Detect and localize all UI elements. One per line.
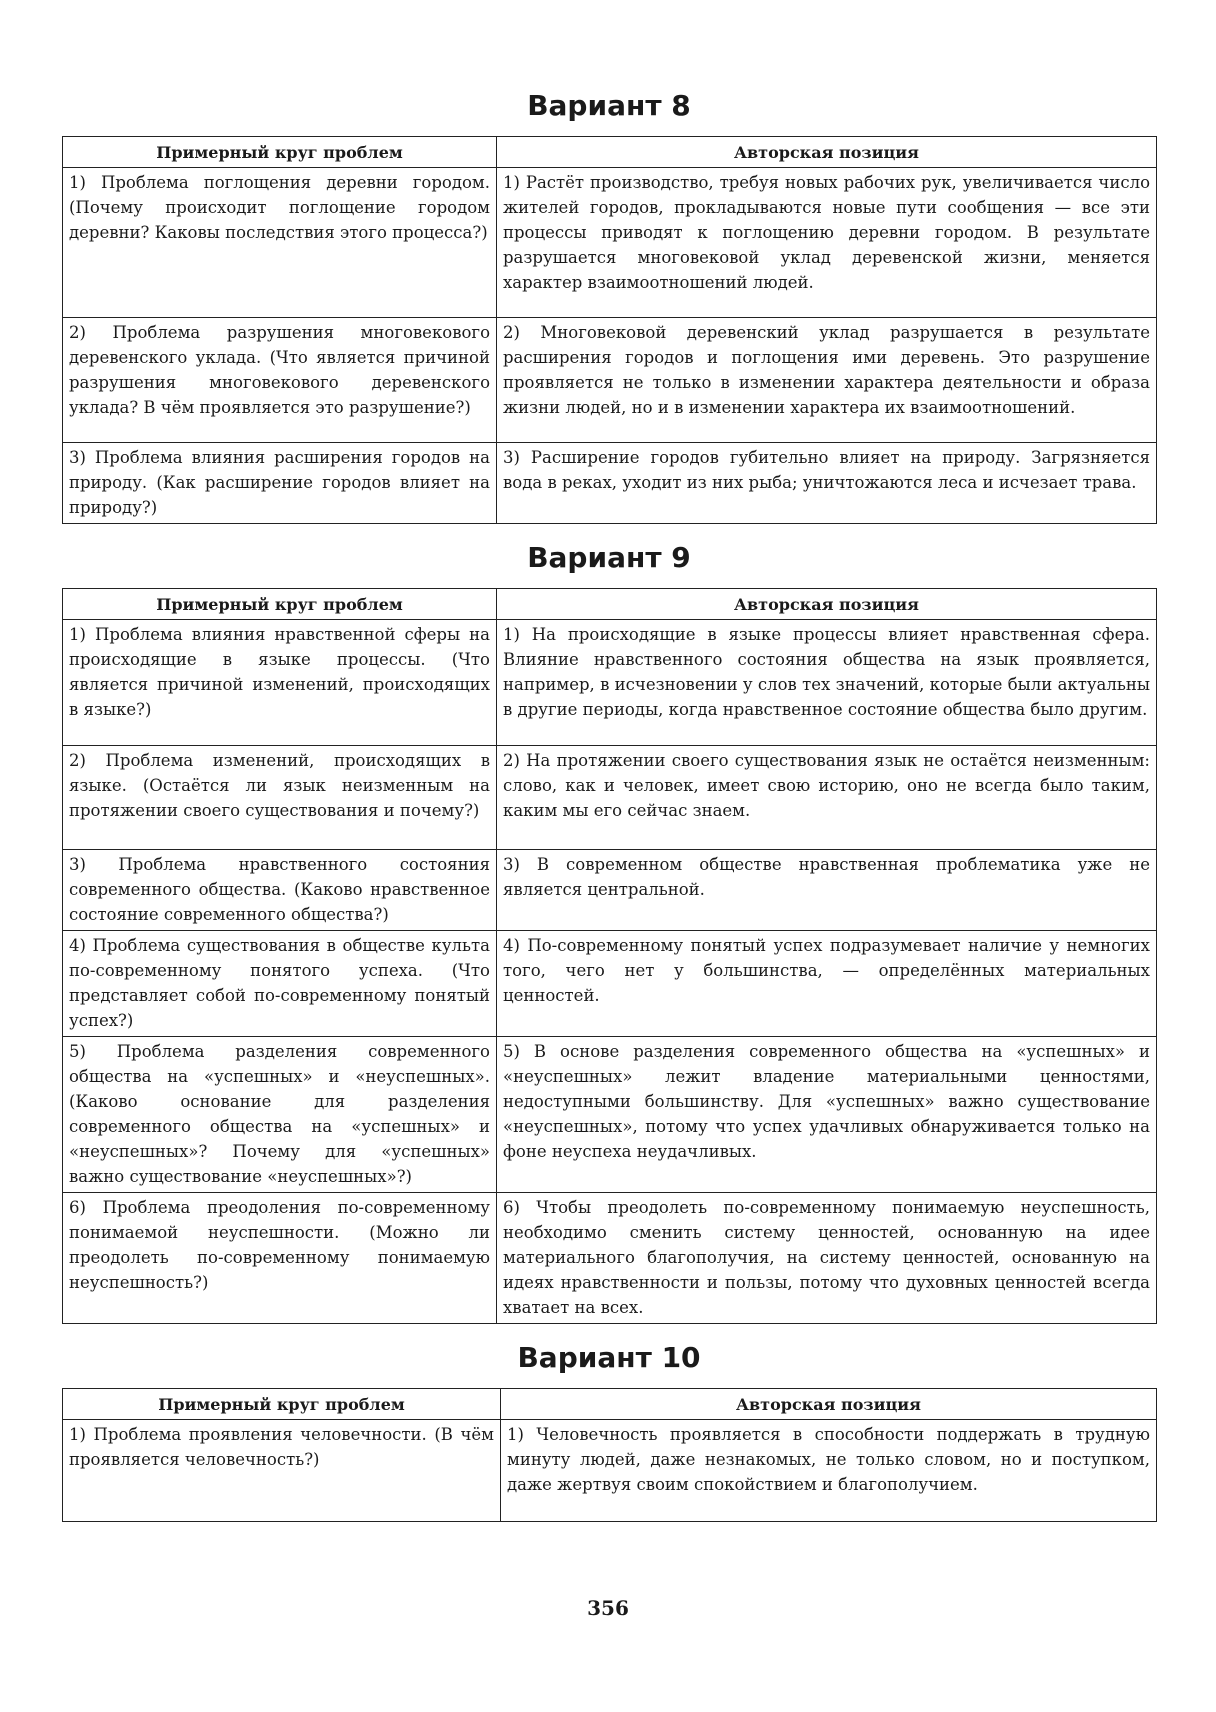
variant-8-title: Вариант 8 (527, 89, 691, 122)
variant-10-title: Вариант 10 (517, 1341, 701, 1374)
table-row (63, 1193, 1157, 1324)
table-row (63, 746, 1157, 850)
position-cell: 3) В современном обществе нравственная проблематика уже не является центральной. (497, 850, 1157, 931)
page-number: 356 (587, 1596, 629, 1620)
position-cell: 1) Растёт производство, требуя новых рабочих рук, увеличивается число жителей городов, прокладываются новые пути сообщения — все эти процессы приводят к поглощению деревни городом. В результате разрушается многовековой уклад деревенской жизни, меняется характер взаимоотношений людей. (497, 168, 1157, 318)
position-cell: 1) На происходящие в языке процессы влияет нравственная сфера. Влияние нравственного состояния общества на язык проявляется, например, в исчезновении у слов тех значений, которые были актуальны в другие периоды, когда нравственное состояние общества было другим. (497, 620, 1157, 746)
position-cell: 4) По-современному понятый успех подразумевает наличие у немногих того, чего нет у большинства, — определённых материальных ценностей. (497, 931, 1157, 1037)
table-row (63, 1037, 1157, 1193)
header-position: Авторская позиция (501, 1389, 1157, 1420)
problem-cell: 1) Проблема проявления человечности. (В чём проявляется человечность?) (63, 1420, 501, 1522)
problem-cell: 2) Проблема разрушения многовекового деревенского уклада. (Что является причиной разрушения многовекового деревенского уклада? В чём проявляется это разрушение?) (63, 318, 497, 443)
position-cell: 5) В основе разделения современного общества на «успешных» и «неуспешных» лежит владение материальными ценностями, недоступными большинству. Для «успешных» важно существование «неуспешных», потому что успех удачливых обнаруживается только на фоне неуспеха неудачливых. (497, 1037, 1157, 1193)
problem-cell: 1) Проблема поглощения деревни городом. (Почему происходит поглощение городом деревни? Каковы последствия этого процесса?) (63, 168, 497, 318)
table-row (63, 318, 1157, 443)
problem-cell: 3) Проблема нравственного состояния современного общества. (Каково нравственное состояние современного общества?) (63, 850, 497, 931)
problem-cell: 6) Проблема преодоления по-современному понимаемой неуспешности. (Можно ли преодолеть по-современному понимаемую неуспешность?) (63, 1193, 497, 1324)
table-header-row (63, 137, 1157, 168)
document-page (62, 88, 1156, 1538)
variant-9-title: Вариант 9 (527, 541, 691, 574)
table-header-row (63, 1389, 1157, 1420)
position-cell: 2) Многовековой деревенский уклад разрушается в результате расширения городов и поглощения ими деревень. Это разрушение проявляется не только в изменении характера деятельности и образа жизни людей, но и в изменении характера их взаимоотношений. (497, 318, 1157, 443)
table-row (63, 168, 1157, 318)
problem-cell: 4) Проблема существования в обществе культа по-современному понятого успеха. (Что представляет собой по-современному понятый успех?) (63, 931, 497, 1037)
table-row (63, 931, 1157, 1037)
position-cell: 6) Чтобы преодолеть по-современному понимаемую неуспешность, необходимо сменить систему ценностей, основанную на идее материального благополучия, на систему ценностей, основанную на идеях нравственности и пользы, потому что духовных ценностей всегда хватает на всех. (497, 1193, 1157, 1324)
variant-10-table (62, 1388, 1157, 1522)
header-position: Авторская позиция (497, 137, 1157, 168)
position-cell: 3) Расширение городов губительно влияет на природу. Загрязняется вода в реках, уходит из них рыба; уничтожаются леса и исчезает трава. (497, 443, 1157, 524)
variant-9-table (62, 588, 1157, 1324)
problem-cell: 5) Проблема разделения современного общества на «успешных» и «неуспешных». (Каково основание для разделения современного общества на «успешных» и «неуспешных»? Почему для «успешных» важно существование «неуспешных»?) (63, 1037, 497, 1193)
problem-cell: 3) Проблема влияния расширения городов на природу. (Как расширение городов влияет на природу?) (63, 443, 497, 524)
position-cell: 1) Человечность проявляется в способности поддержать в трудную минуту людей, даже незнакомых, не только словом, но и поступком, даже жертвуя своим спокойствием и благополучием. (501, 1420, 1157, 1522)
header-problem: Примерный круг проблем (63, 1389, 501, 1420)
header-problem: Примерный круг проблем (63, 137, 497, 168)
position-cell: 2) На протяжении своего существования язык не остаётся неизменным: слово, как и человек, имеет свою историю, оно не всегда было таким, каким мы его сейчас знаем. (497, 746, 1157, 850)
table-row (63, 850, 1157, 931)
problem-cell: 1) Проблема влияния нравственной сферы на происходящие в языке процессы. (Что является причиной изменений, происходящих в языке?) (63, 620, 497, 746)
problem-cell: 2) Проблема изменений, происходящих в языке. (Остаётся ли язык неизменным на протяжении своего существования и почему?) (63, 746, 497, 850)
variant-8-table (62, 136, 1157, 524)
header-problem: Примерный круг проблем (63, 589, 497, 620)
table-row (63, 1420, 1157, 1522)
table-row (63, 620, 1157, 746)
table-row (63, 443, 1157, 524)
header-position: Авторская позиция (497, 589, 1157, 620)
table-header-row (63, 589, 1157, 620)
